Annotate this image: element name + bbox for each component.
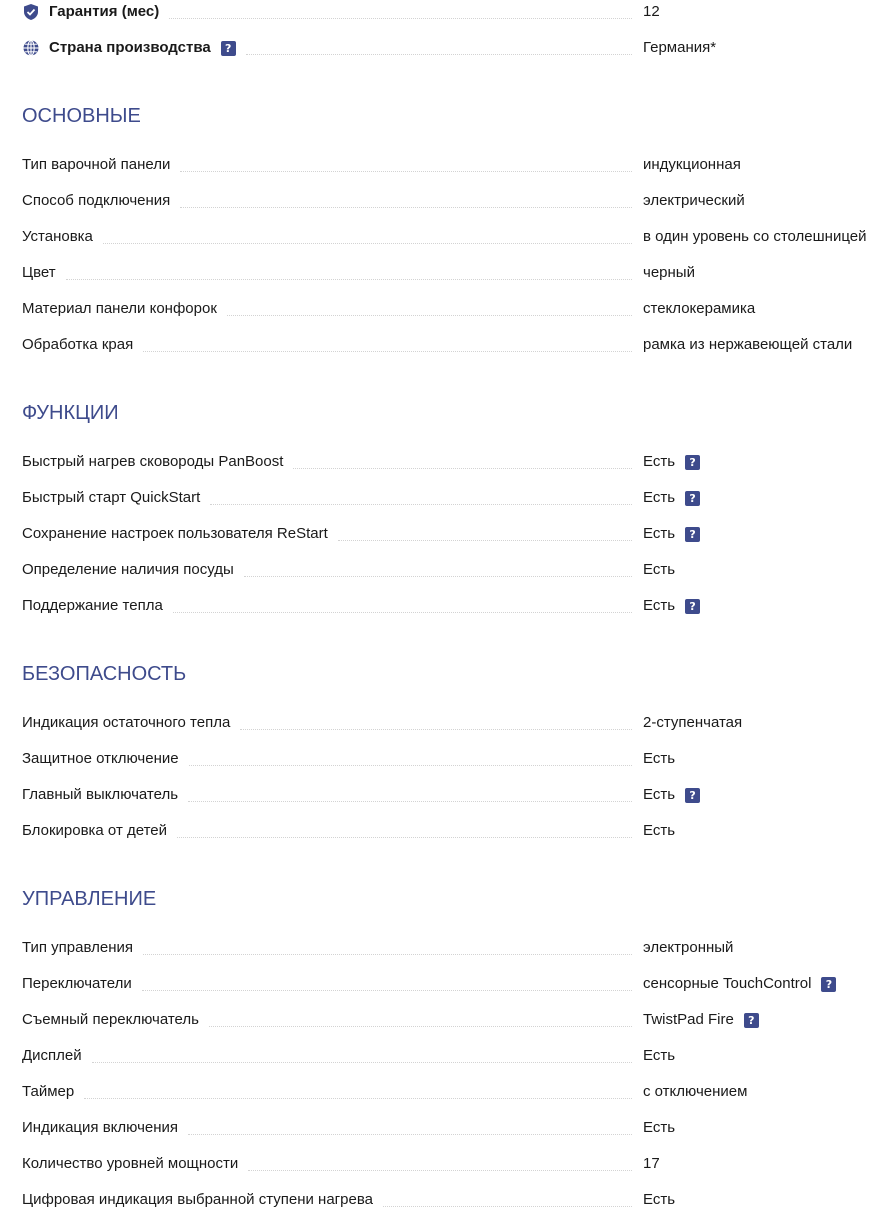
- spec-row: [22, 334, 890, 356]
- spec-value: электрический: [643, 192, 745, 209]
- help-icon[interactable]: ?: [744, 1013, 759, 1028]
- leader-dots: [103, 243, 632, 244]
- spec-value: Есть: [643, 489, 676, 506]
- spec-value: Есть: [643, 1119, 676, 1136]
- help-icon[interactable]: ?: [685, 788, 700, 803]
- spec-value: Есть: [643, 750, 676, 767]
- leader-dots: [240, 729, 632, 730]
- leader-dots: [173, 612, 632, 613]
- spec-row: [22, 595, 890, 617]
- spec-row: [22, 973, 890, 995]
- help-icon[interactable]: ?: [821, 977, 836, 992]
- spec-value: 12: [643, 3, 660, 20]
- spec-name: Главный выключатель: [22, 786, 179, 803]
- spec-name: Цифровая индикация выбранной ступени нагрева: [22, 1191, 373, 1208]
- spec-value: электронный: [643, 939, 734, 956]
- help-icon[interactable]: ?: [685, 599, 700, 614]
- spec-value: Есть: [643, 561, 676, 578]
- leader-dots: [293, 468, 632, 469]
- spec-name: Быстрый нагрев сковороды PanBoost: [22, 453, 284, 470]
- spec-row: [22, 1045, 890, 1067]
- spec-row: [22, 1153, 890, 1175]
- spec-name: Таймер: [22, 1083, 75, 1100]
- spec-name: Сохранение настроек пользователя ReStart: [22, 525, 328, 542]
- spec-row: [22, 712, 890, 734]
- leader-dots: [177, 837, 632, 838]
- section-title: ФУНКЦИИ: [22, 402, 119, 424]
- section-title: БЕЗОПАСНОСТЬ: [22, 663, 187, 685]
- spec-value: Есть: [643, 525, 676, 542]
- leader-dots: [188, 1134, 632, 1135]
- spec-name: Дисплей: [22, 1047, 82, 1064]
- spec-value: Есть: [643, 786, 676, 803]
- spec-row: [22, 1081, 890, 1103]
- spec-row: [22, 1117, 890, 1139]
- leader-dots: [92, 1062, 632, 1063]
- leader-dots: [244, 576, 632, 577]
- spec-name: Съемный переключатель: [22, 1011, 199, 1028]
- spec-value: сенсорные TouchControl: [643, 975, 812, 992]
- spec-row: [22, 154, 890, 176]
- spec-name: Быстрый старт QuickStart: [22, 489, 201, 506]
- spec-name: Обработка края: [22, 336, 134, 353]
- spec-row: [22, 1189, 890, 1211]
- spec-value: черный: [643, 264, 695, 281]
- spec-row-country: [22, 37, 890, 59]
- spec-value: стеклокерамика: [643, 300, 756, 317]
- spec-row-warranty: [22, 1, 890, 23]
- leader-dots: [180, 207, 632, 208]
- spec-value: Есть: [643, 453, 676, 470]
- help-icon[interactable]: ?: [221, 41, 236, 56]
- help-icon[interactable]: ?: [685, 527, 700, 542]
- spec-name: Тип управления: [22, 939, 133, 956]
- help-icon[interactable]: ?: [685, 455, 700, 470]
- leader-dots: [189, 765, 632, 766]
- spec-row: [22, 190, 890, 212]
- spec-row: [22, 262, 890, 284]
- spec-row: [22, 784, 890, 806]
- leader-dots: [227, 315, 632, 316]
- spec-name: Определение наличия посуды: [22, 561, 234, 578]
- spec-name: Поддержание тепла: [22, 597, 163, 614]
- spec-row: [22, 523, 890, 545]
- leader-dots: [143, 351, 632, 352]
- leader-dots: [188, 801, 632, 802]
- spec-row: [22, 226, 890, 248]
- spec-value: Есть: [643, 597, 676, 614]
- spec-name: Материал панели конфорок: [22, 300, 217, 317]
- spec-value: Германия*: [643, 39, 717, 56]
- leader-dots: [142, 990, 632, 991]
- spec-value: с отключением: [643, 1083, 748, 1100]
- leader-dots: [180, 171, 632, 172]
- leader-dots: [84, 1098, 632, 1099]
- spec-row: [22, 937, 890, 959]
- section-title: УПРАВЛЕНИЕ: [22, 888, 157, 910]
- spec-name: Блокировка от детей: [22, 822, 168, 839]
- spec-value: Есть: [643, 1047, 676, 1064]
- spec-value: рамка из нержавеющей стали: [643, 336, 853, 353]
- leader-dots: [143, 954, 632, 955]
- leader-dots: [210, 504, 632, 505]
- section-title: ОСНОВНЫЕ: [22, 105, 141, 127]
- spec-value: 2-ступенчатая: [643, 714, 743, 731]
- leader-dots: [383, 1206, 632, 1207]
- spec-value: в один уровень со столешницей: [643, 228, 867, 245]
- spec-value: Есть: [643, 822, 676, 839]
- leader-dots: [338, 540, 632, 541]
- shield-check-icon: [22, 3, 40, 21]
- spec-name: Защитное отключение: [22, 750, 179, 767]
- spec-row: [22, 748, 890, 770]
- spec-name: Индикация остаточного тепла: [22, 714, 231, 731]
- leader-dots: [209, 1026, 632, 1027]
- globe-icon: [22, 39, 40, 57]
- spec-value: индукционная: [643, 156, 741, 173]
- spec-row: [22, 298, 890, 320]
- spec-row: [22, 820, 890, 842]
- spec-name: Индикация включения: [22, 1119, 179, 1136]
- spec-row: [22, 451, 890, 473]
- spec-name: Количество уровней мощности: [22, 1155, 239, 1172]
- leader-dots: [248, 1170, 632, 1171]
- spec-name: Гарантия (мес): [49, 3, 160, 20]
- spec-name: Переключатели: [22, 975, 132, 992]
- spec-value: TwistPad Fire: [643, 1011, 734, 1028]
- spec-name: Тип варочной панели: [22, 156, 171, 173]
- spec-row: [22, 487, 890, 509]
- spec-name: Способ подключения: [22, 192, 171, 209]
- spec-value: Есть: [643, 1191, 676, 1208]
- spec-row: [22, 559, 890, 581]
- spec-name: Страна производства: [49, 39, 211, 56]
- spec-name: Установка: [22, 228, 93, 245]
- spec-row: [22, 1009, 890, 1031]
- help-icon[interactable]: ?: [685, 491, 700, 506]
- spec-value: 17: [643, 1155, 660, 1172]
- leader-dots: [66, 279, 632, 280]
- spec-name: Цвет: [22, 264, 56, 281]
